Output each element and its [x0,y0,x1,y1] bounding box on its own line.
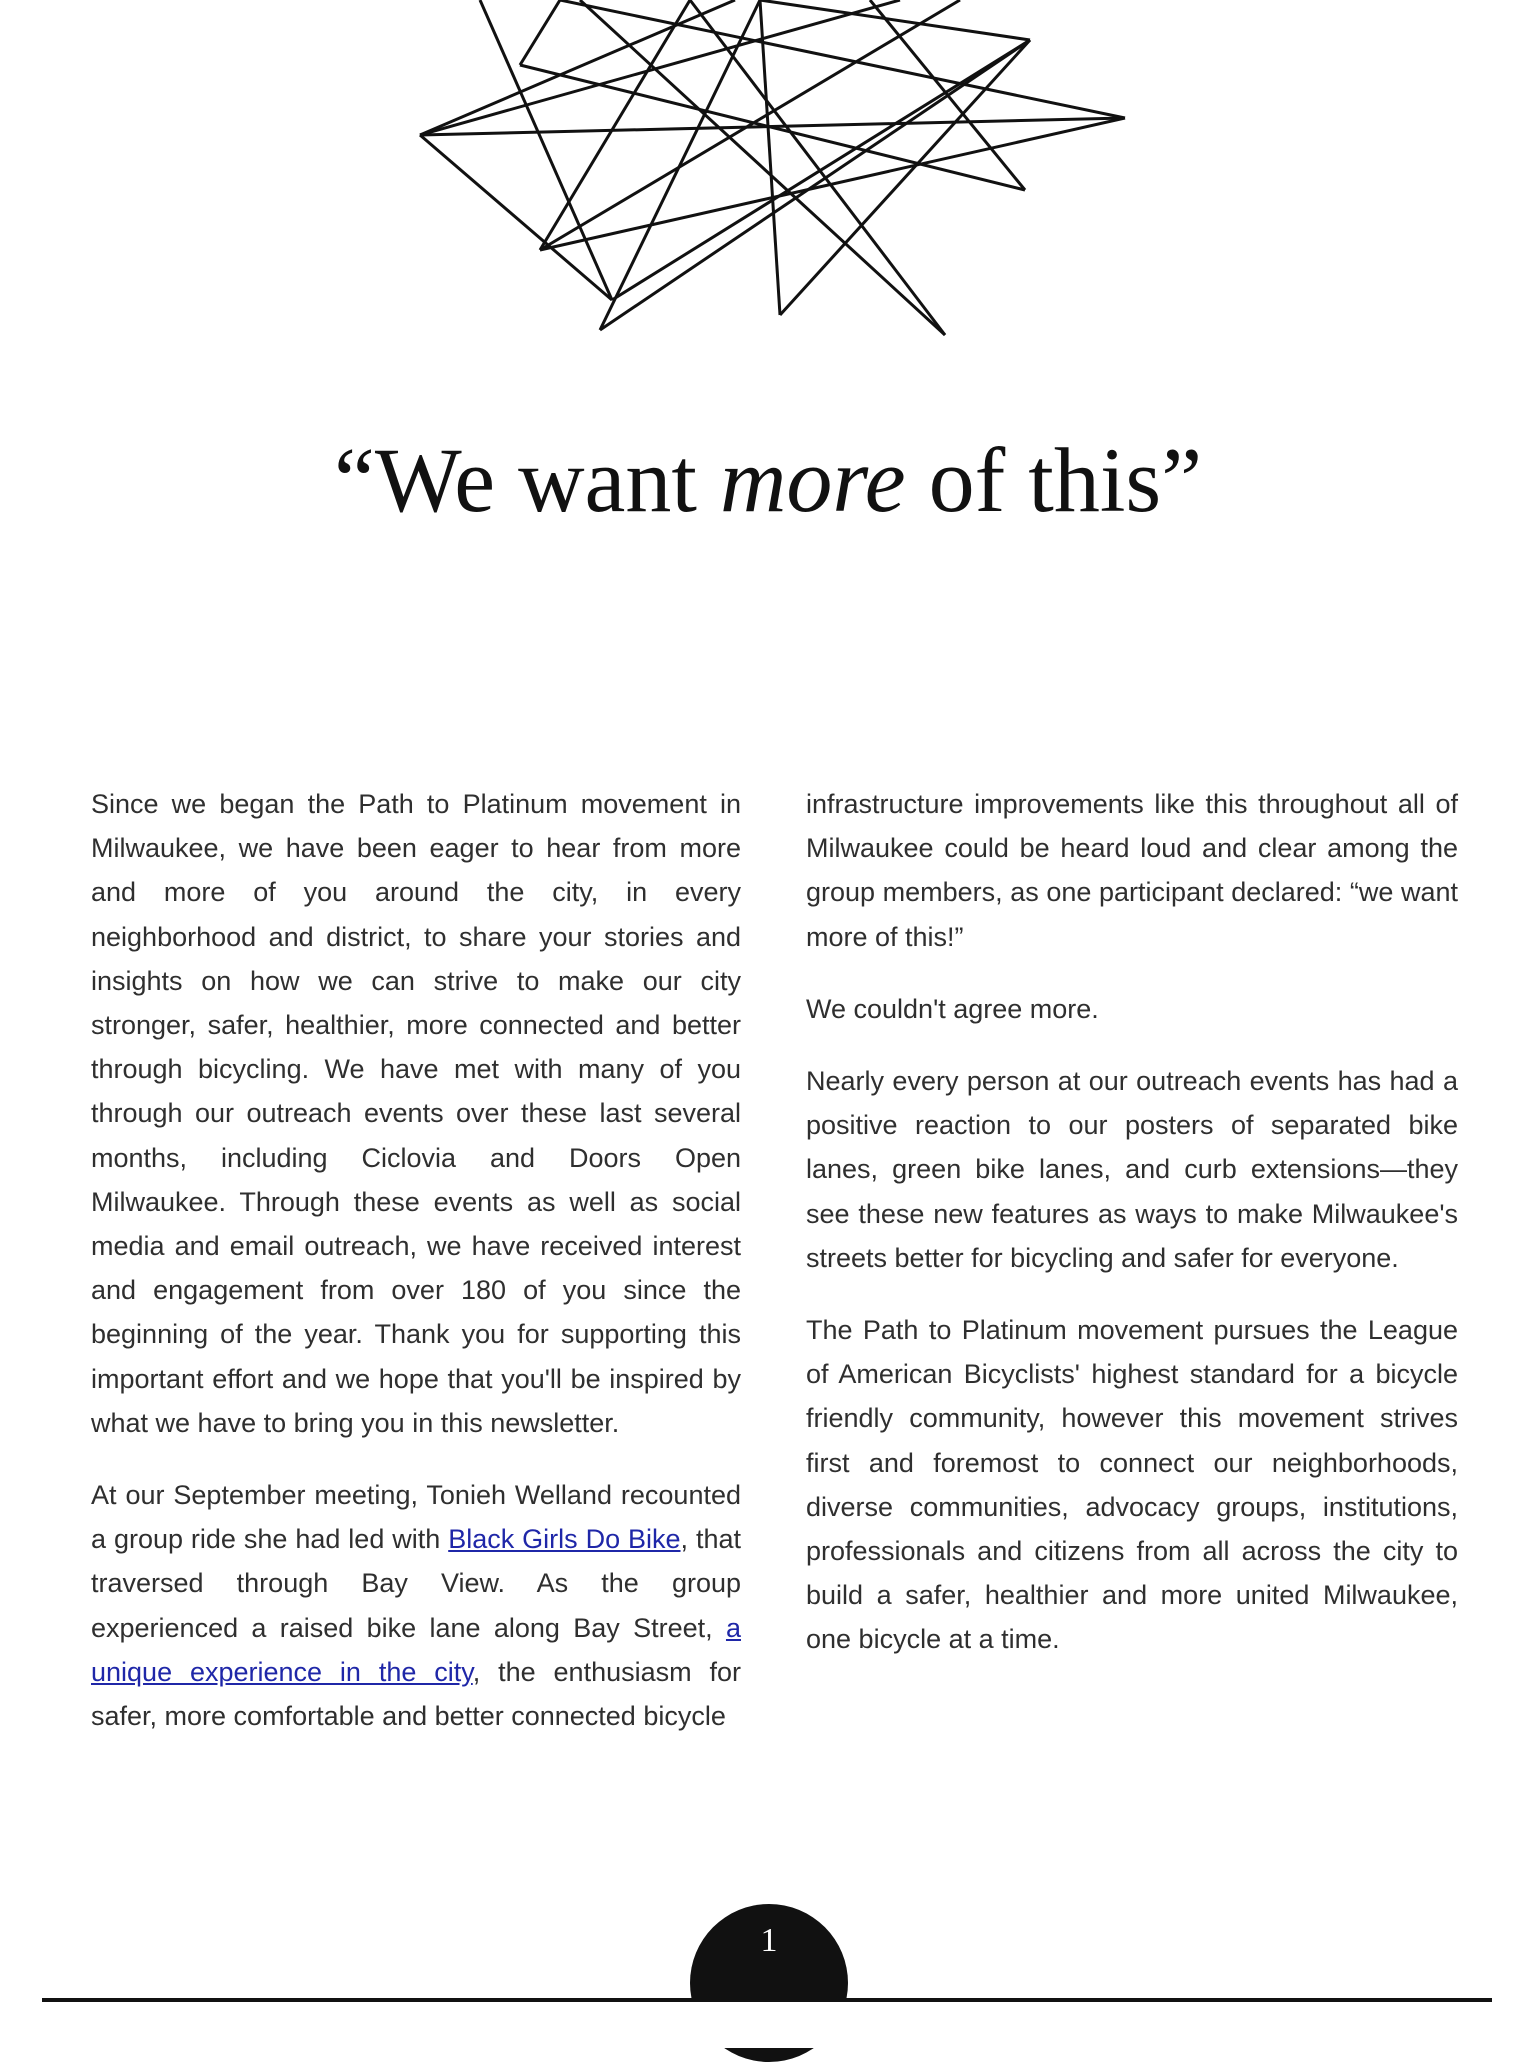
page-badge-mask [600,2000,940,2048]
black-girls-do-bike-link[interactable]: Black Girls Do Bike [448,1524,681,1555]
star-line-graphic [0,0,1536,340]
star-line-12 [780,40,1030,315]
right-paragraph-2: We couldn't agree more. [806,993,1099,1024]
left-paragraph-2 [91,1473,741,1738]
headline-close-quote: ” [1161,429,1203,531]
star-line-5 [520,0,560,65]
unique-experience-link[interactable]: a unique experience in the city [91,1612,741,1687]
left-paragraph-2-text-b: , that traversed through Bay View. As the group experienced a raised bike lane along Bay Street, [91,1524,741,1643]
right-column [806,782,1458,1690]
left-paragraph-1: Since we began the Path to Platinum movement in Milwaukee, we have been eager to hear from more and more of you around the city, in every neighborhood and district, to share your stories and insights on how we can strive to make our city stronger, safer, healthier, more connected and better through bicycling. We have met with many of you through our outreach events over these last several months, including Ciclovia and Doors Open Milwaukee. Through these events as well as social media and email outreach, we have received interest and engagement from over 180 of you since the beginning of the year. Thank you for supporting this important effort and we hope that you'll be inspired by what we have to bring you in this newsletter. [91,789,741,1438]
star-line-3 [420,135,612,300]
right-paragraph-3: Nearly every person at our outreach events has had a positive reaction to our posters of separated bike lanes, green bike lanes, and curb extensions—they see these new features as ways to make Milwaukee's streets better for bicycling and safer for everyone. [806,1066,1458,1273]
headline-open-quote: “ [333,429,375,531]
star-line-1 [420,0,735,135]
left-paragraph-2-text-a: At our September meeting, Tonieh Welland recounted a group ride she had led with [91,1480,741,1555]
page-headline [0,430,1536,531]
star-line-10 [480,0,612,300]
headline-part-1: We want [374,429,720,531]
star-line-7 [540,0,690,250]
star-line-9 [600,0,760,330]
right-paragraph-4: The Path to Platinum movement pursues the League of American Bicyclists' highest standard for a bicycle friendly community, however this movement strives first and foremost to connect our neighborhoods, diverse communities, advocacy groups, institutions, professionals and citizens from all across the city to build a safer, healthier and more united Milwaukee, one bicycle at a time. [806,1315,1458,1655]
left-column [91,782,741,1766]
headline-part-2: of this [905,429,1162,531]
star-line-17 [760,0,1030,40]
right-paragraph-1: infrastructure improvements like this throughout all of Milwaukee could be heard loud and clear among the group members, as one participant declared: “we want more of this!” [806,789,1458,952]
footer-rule [42,1998,1492,2002]
star-line-11 [760,0,780,315]
left-paragraph-2-text-c: , the enthusiasm for safer, more comfortable and better connected bicycle [91,1656,741,1732]
page-number: 1 [760,1922,778,1959]
headline-emphasis: more [719,429,906,531]
